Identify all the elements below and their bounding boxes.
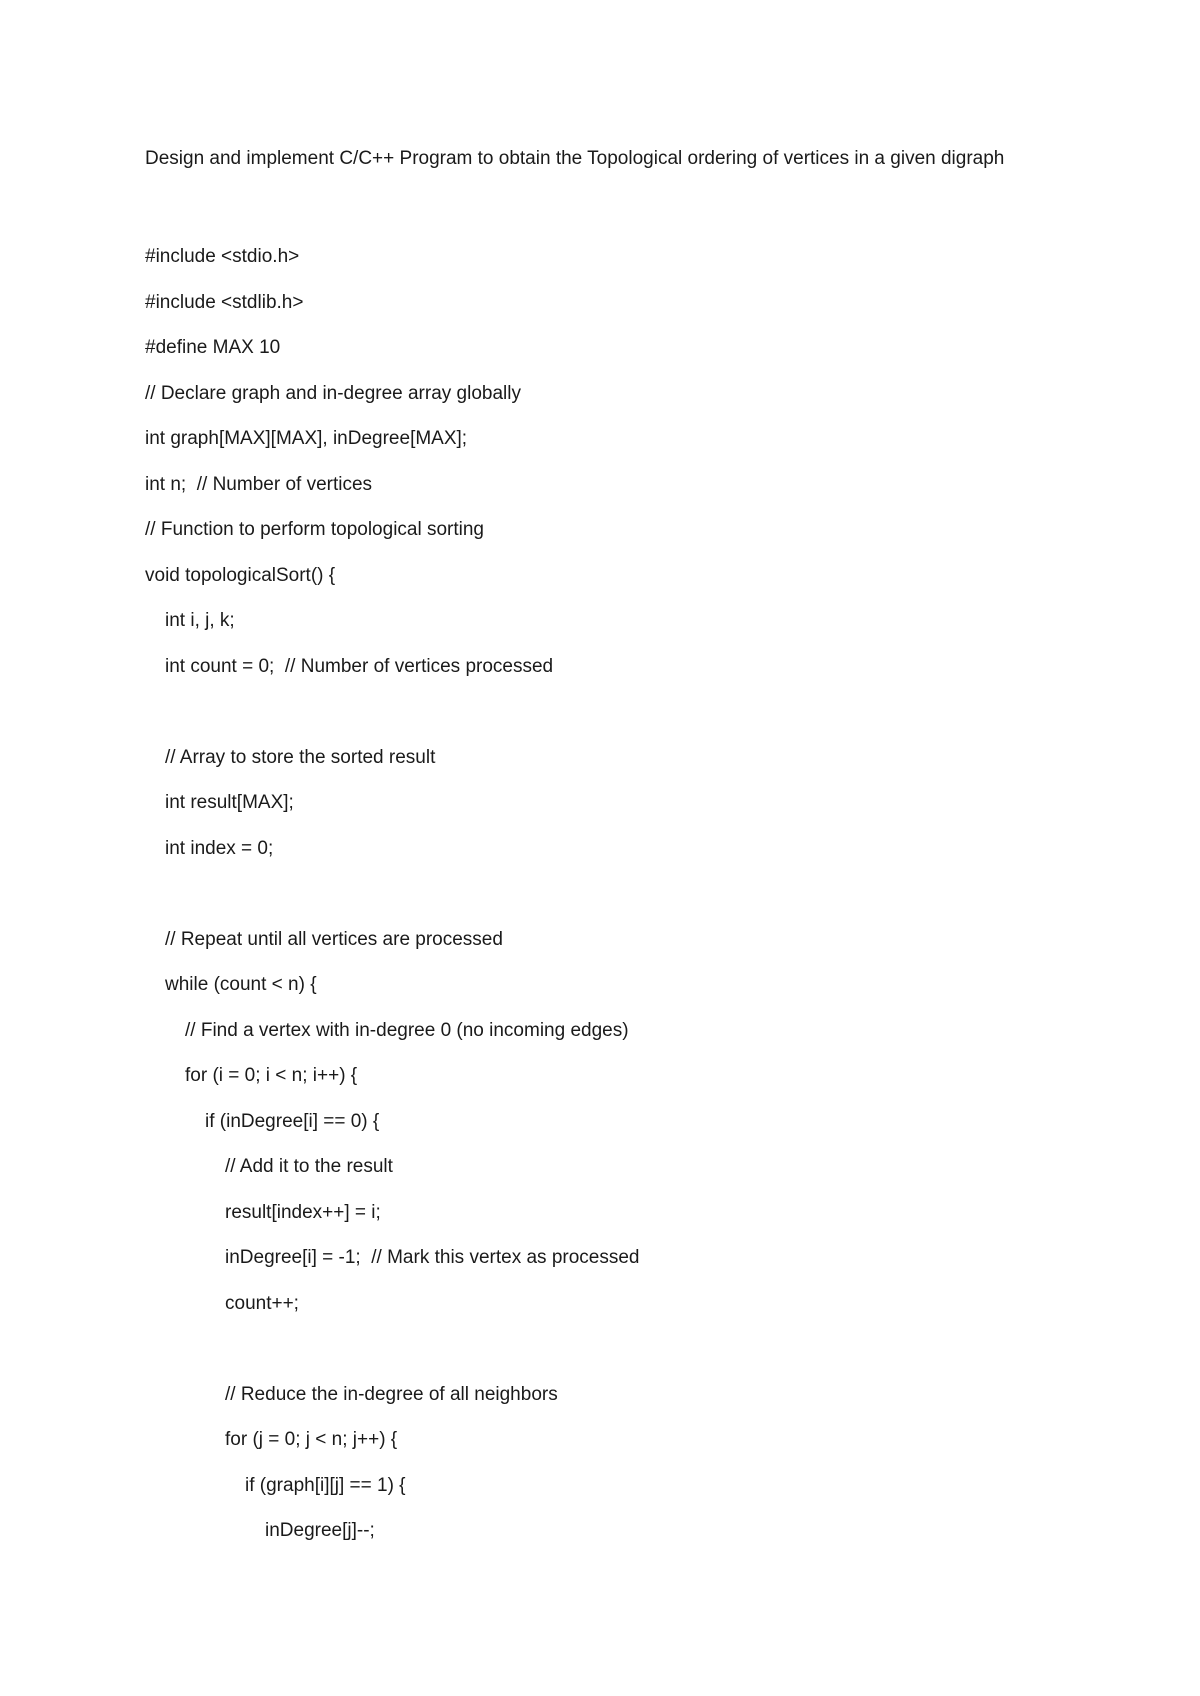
blank-line xyxy=(145,1338,1095,1384)
code-line: int graph[MAX][MAX], inDegree[MAX]; xyxy=(145,428,468,449)
blank-line xyxy=(145,883,1095,929)
code-line: // Find a vertex with in-degree 0 (no incoming edges) xyxy=(185,1019,629,1041)
code-line: int count = 0; // Number of vertices processed xyxy=(165,655,554,677)
code-line: int i, j, k; xyxy=(165,610,235,631)
code-line: count++; xyxy=(225,1292,299,1314)
code-line: // Function to perform topological sorting xyxy=(145,519,485,540)
code-line: // Array to store the sorted result xyxy=(165,746,436,768)
code-line: if (graph[i][j] == 1) { xyxy=(245,1474,406,1496)
code-line: #include <stdlib.h> xyxy=(145,291,304,313)
code-line: for (i = 0; i < n; i++) { xyxy=(185,1065,358,1086)
code-line: // Declare graph and in-degree array globally xyxy=(145,382,521,404)
blank-line xyxy=(145,701,1095,747)
document-title: Design and implement C/C++ Program to obtain the Topological ordering of vertices in a given digraph xyxy=(145,148,1005,169)
code-line: inDegree[j]--; xyxy=(265,1520,375,1541)
code-line: // Repeat until all vertices are processed xyxy=(165,928,503,950)
code-line: // Add it to the result xyxy=(225,1156,393,1177)
code-line: int index = 0; xyxy=(165,837,274,859)
code-line: #include <stdio.h> xyxy=(145,246,300,267)
code-line: #define MAX 10 xyxy=(145,337,281,358)
code-line: void topologicalSort() { xyxy=(145,564,336,586)
code-line: result[index++] = i; xyxy=(225,1201,381,1223)
code-line: int n; // Number of vertices xyxy=(145,473,373,495)
code-line: // Reduce the in-degree of all neighbors xyxy=(225,1383,558,1405)
code-line: for (j = 0; j < n; j++) { xyxy=(225,1429,398,1450)
code-line: if (inDegree[i] == 0) { xyxy=(205,1110,380,1132)
code-line: while (count < n) { xyxy=(165,974,317,995)
code-line: int result[MAX]; xyxy=(165,792,294,813)
code-block xyxy=(145,246,1095,1566)
code-line: inDegree[i] = -1; // Mark this vertex as processed xyxy=(225,1247,640,1268)
